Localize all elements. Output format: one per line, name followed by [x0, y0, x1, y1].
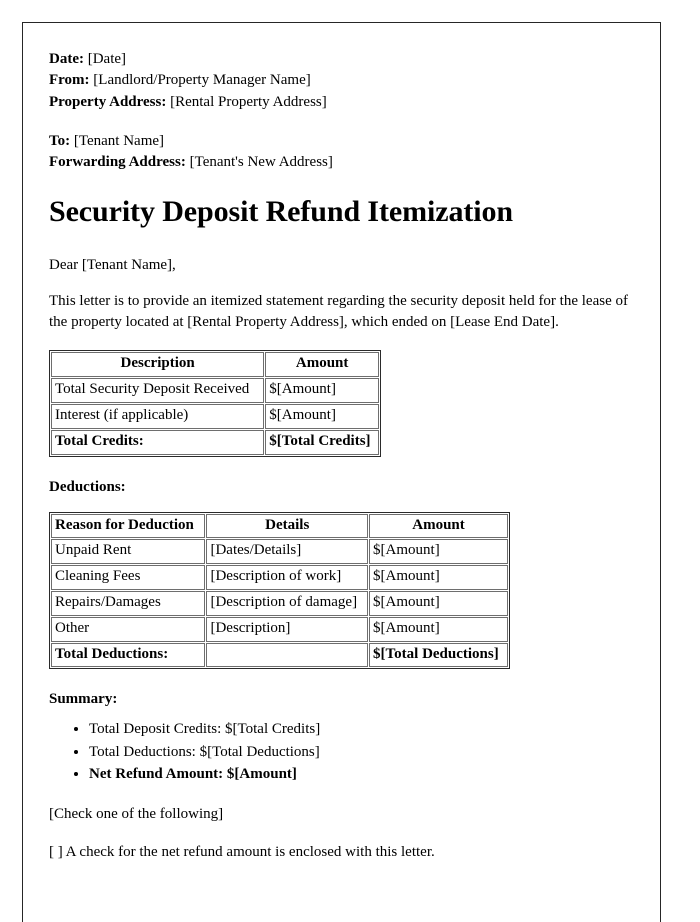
deductions-total-amount: $[Total Deductions] — [369, 643, 508, 668]
deductions-cell-reason: Other — [51, 617, 205, 642]
deductions-cell-amount: $[Amount] — [369, 617, 508, 642]
credits-total-amount: $[Total Credits] — [265, 430, 379, 455]
to-label: To: — [49, 132, 71, 149]
table-header-row — [51, 352, 379, 377]
page-title: Security Deposit Refund Itemization — [49, 195, 513, 229]
salutation: Dear [Tenant Name], — [49, 257, 176, 274]
date-value: [Date] — [87, 51, 127, 67]
deductions-total-label: Total Deductions: — [51, 643, 205, 668]
credits-header-description: Description — [51, 352, 264, 377]
summary-list — [49, 718, 634, 786]
list-item: • Total Deductions: $[Total Deductions] — [89, 741, 634, 764]
deductions-header-reason: Reason for Deduction — [51, 514, 205, 539]
list-item-net-refund: • Net Refund Amount: $[Amount] — [89, 763, 634, 786]
property-address-label: Property Address: — [49, 93, 167, 110]
deductions-cell-details: [Description] — [206, 617, 368, 642]
check-option-enclosed: [ ] A check for the net refund amount is enclosed with this letter. — [49, 844, 435, 861]
table-row — [51, 539, 508, 564]
check-instruction: [Check one of the following] — [49, 805, 224, 822]
deductions-table — [49, 512, 510, 670]
forwarding-address-label: Forwarding Address: — [49, 154, 186, 171]
sender-block — [49, 49, 634, 113]
credits-cell-amount: $[Amount] — [265, 378, 379, 403]
deductions-cell-reason: Unpaid Rent — [51, 539, 205, 564]
credits-total-label: Total Credits: — [51, 430, 264, 455]
deductions-header-details: Details — [206, 514, 368, 539]
table-row — [51, 617, 508, 642]
property-address-value: [Rental Property Address] — [170, 93, 327, 110]
table-row-total — [51, 430, 379, 455]
to-value: [Tenant Name] — [73, 132, 165, 149]
deductions-cell-details: [Description of damage] — [206, 591, 368, 616]
deductions-cell-amount: $[Amount] — [369, 565, 508, 590]
document-page — [22, 22, 661, 922]
deductions-cell-amount: $[Amount] — [369, 539, 508, 564]
table-row — [51, 591, 508, 616]
deductions-cell-reason: Cleaning Fees — [51, 565, 205, 590]
date-label: Date: — [49, 51, 84, 67]
forwarding-address-value: [Tenant's New Address] — [189, 154, 333, 171]
deductions-cell-amount: $[Amount] — [369, 591, 508, 616]
from-label: From: — [49, 72, 90, 89]
from-value: [Landlord/Property Manager Name] — [93, 72, 311, 89]
credits-cell-description: Interest (if applicable) — [51, 404, 264, 429]
credits-header-amount: Amount — [265, 352, 379, 377]
table-row — [51, 378, 379, 403]
credits-cell-description: Total Security Deposit Received — [51, 378, 264, 403]
list-item: • Total Deposit Credits: $[Total Credits] — [89, 718, 634, 741]
recipient-block — [49, 131, 634, 174]
deductions-label: Deductions: — [49, 478, 126, 495]
document-content — [23, 23, 660, 864]
deductions-header-amount: Amount — [369, 514, 508, 539]
summary-label: Summary: — [49, 691, 118, 708]
table-row — [51, 565, 508, 590]
table-row — [51, 404, 379, 429]
deductions-total-details — [206, 643, 368, 668]
deductions-cell-reason: Repairs/Damages — [51, 591, 205, 616]
deductions-cell-details: [Description of work] — [206, 565, 368, 590]
table-header-row — [51, 514, 508, 539]
credits-cell-amount: $[Amount] — [265, 404, 379, 429]
credits-table — [49, 350, 381, 456]
intro-paragraph: This letter is to provide an itemized statement regarding the security deposit held for the lease of the property located at [Rental Property Address], which ended on [Lease End Date]. — [49, 292, 628, 330]
table-row-total — [51, 643, 508, 668]
deductions-cell-details: [Dates/Details] — [206, 539, 368, 564]
